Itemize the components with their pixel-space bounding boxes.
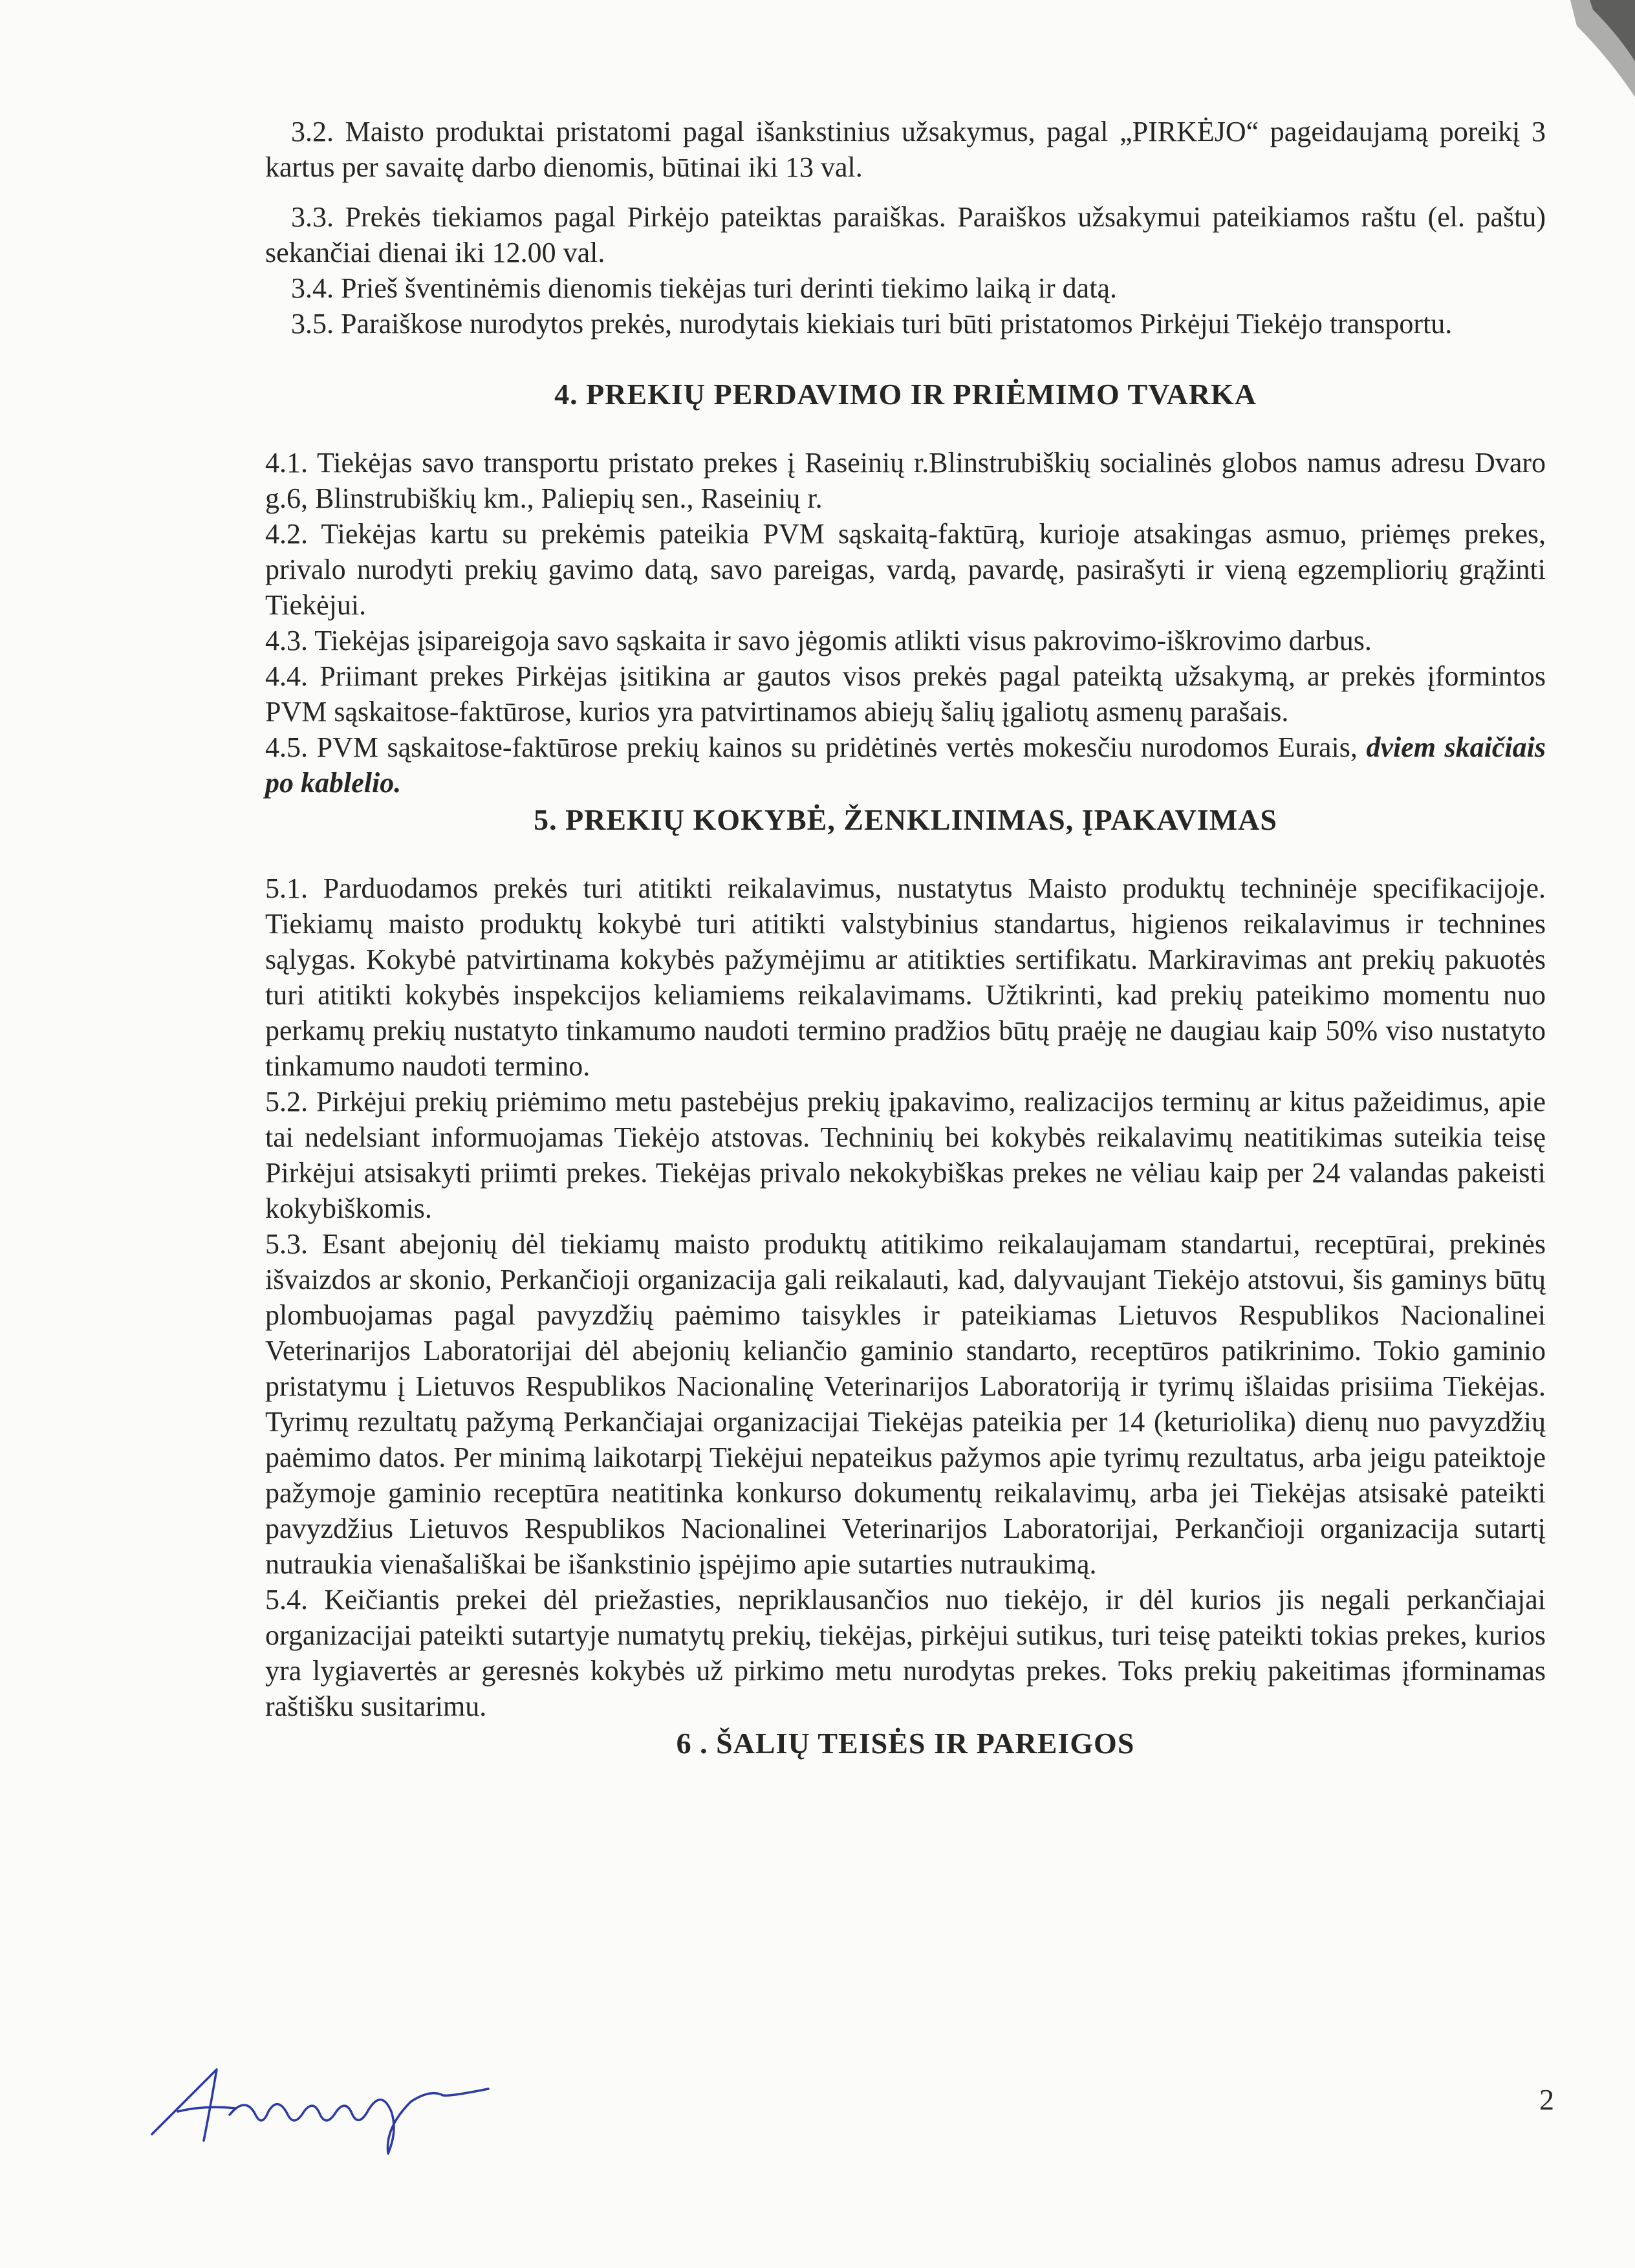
clause-3-4: 3.4. Prieš šventinėmis dienomis tiekėjas turi derinti tiekimo laiką ir datą.: [291, 272, 1117, 304]
clause-4-4: 4.4. Priimant prekes Pirkėjas įsitikina ar gautos visos prekės pagal pateiktą užsakymą, ar prekės įformintos PVM sąskaitose-faktūrose, kurios yra patvirtinamos abiejų šalių įgaliotų asmenų parašais.: [265, 660, 1546, 728]
clause-4-5: [265, 729, 1546, 801]
clause-5-3: 5.3. Esant abejonių dėl tiekiamų maisto produktų atitikimo reikalaujamam standartui, receptūrai, prekinės išvaizdos ar skonio, Perkančioji organizacija gali reikalauti, kad, dalyvaujant Tiekėjo atstovui, šis gaminys būtų plombuojamas pagal pavyzdžių paėmimo taisykles ir pateikiamas Lietuvos Respublikos Nacionalinei Veterinarijos Laboratorijai dėl abejonių keliančio gaminio standarto, receptūros patikrinimo. Tokio gaminio pristatymu į Lietuvos Respublikos Nacionalinę Veterinarijos Laboratoriją ir tyrimų išlaidas prisiima Tiekėjas. Tyrimų rezultatų pažymą Perkančiajai organizacijai Tiekėjas pateikia per 14 (keturiolika) dienų nuo pavyzdžių paėmimo datos. Per minimą laikotarpį Tiekėjui nepateikus pažymos apie tyrimų rezultatus, arba jeigu pateiktoje pažymoje gaminio receptūra neatitinka konkurso dokumentų reikalavimų, arba jei Tiekėjas atsisakė pateikti pavyzdžius Lietuvos Respublikos Nacionalinei Veterinarijos Laboratorijai, Perkančioji organizacija sutartį nutraukia vienašališkai be išankstinio įspėjimo apie sutarties nutraukimą.: [265, 1228, 1546, 1580]
clause-4-5-emphasis: dviem skaičiais po kablelio.: [265, 731, 1546, 799]
clause-3-5: 3.5. Paraiškose nurodytos prekės, nurodytais kiekiais turi būti pristatomos Pirkėjui Tiekėjo transportu.: [291, 308, 1453, 340]
clause-4-2: 4.2. Tiekėjas kartu su prekėmis pateikia PVM sąskaitą-faktūrą, kurioje atsakingas asmuo, priėmęs prekes, privalo nurodyti prekių gavimo datą, savo pareigas, vardą, pavardę, pasirašyti ir vieną egzempliorių grąžinti Tiekėjui.: [265, 518, 1546, 621]
clause-3-2: 3.2. Maisto produktai pristatomi pagal išankstinius užsakymus, pagal „PIRKĖJO“ pageidaujamą poreikį 3 kartus per savaitę darbo dienomis, būtinai iki 13 val.: [265, 116, 1546, 183]
section-heading-6: 6 . ŠALIŲ TEISĖS IR PAREIGOS: [676, 1727, 1135, 1760]
section-heading-4: 4. PREKIŲ PERDAVIMO IR PRIĖMIMO TVARKA: [554, 378, 1257, 411]
clause-4-1: 4.1. Tiekėjas savo transportu pristato prekes į Raseinių r.Blinstrubiškių socialinės globos namus adresu Dvaro g.6, Blinstrubiškių km., Paliepių sen., Raseinių r.: [265, 447, 1546, 514]
corner-fold-shadow: [1480, 0, 1635, 129]
section-heading-5: 5. PREKIŲ KOKYBĖ, ŽENKLINIMAS, ĮPAKAVIMAS: [534, 803, 1277, 836]
clause-4-3: 4.3. Tiekėjas įsipareigoja savo sąskaita ir savo jėgomis atlikti visus pakrovimo-iškrovimo darbus.: [265, 625, 1372, 656]
page-number: 2: [1539, 2083, 1554, 2116]
clause-5-4: 5.4. Keičiantis prekei dėl priežasties, nepriklausančios nuo tiekėjo, ir dėl kurios jis negali perkančiajai organizacijai pateikti sutartyje numatytų prekių, tiekėjas, pirkėjui sutikus, turi teisę pateikti tokias prekes, kurios yra lygiavertės ar geresnės kokybės už pirkimo metu nurodytas prekes. Toks prekių pakeitimas įforminamas raštišku susitarimu.: [265, 1584, 1546, 1722]
clause-3-3: 3.3. Prekės tiekiamos pagal Pirkėjo pateiktas paraiškas. Paraiškos užsakymui pateikiamos raštu (el. paštu) sekančiai dienai iki 12.00 val.: [265, 201, 1546, 268]
clause-5-1: 5.1. Parduodamos prekės turi atitikti reikalavimus, nustatytus Maisto produktų techninėje specifikacijoje. Tiekiamų maisto produktų kokybė turi atitikti valstybinius standartus, higienos reikalavimus ir technines sąlygas. Kokybė patvirtinama kokybės pažymėjimu ar atitikties sertifikatu. Markiravimas ant prekių pakuotės turi atitikti kokybės inspekcijos keliamiems reikalavimams. Užtikrinti, kad prekių pateikimo momentu nuo perkamų prekių nustatyto tinkamumo naudoti termino pradžios būtų praėję ne daugiau kaip 50% viso nustatyto tinkamumo naudoti termino.: [265, 872, 1546, 1082]
document-body: [265, 114, 1546, 1763]
clause-4-5-text: 4.5. PVM sąskaitose-faktūrose prekių kainos su pridėtinės vertės mokesčiu nurodomos Eurais,: [265, 731, 1358, 763]
clause-5-2: 5.2. Pirkėjui prekių priėmimo metu pastebėjus prekių įpakavimo, realizacijos terminų ar kitus pažeidimus, apie tai nedelsiant informuojamas Tiekėjo atstovas. Techninių bei kokybės reikalavimų neatitikimas suteikia teisę Pirkėjui atsisakyti priimti prekes. Tiekėjas privalo nekokybiškas prekes ne vėliau kaip per 24 valandas pakeisti kokybiškomis.: [265, 1086, 1546, 1224]
handwritten-signature: [139, 2050, 501, 2160]
